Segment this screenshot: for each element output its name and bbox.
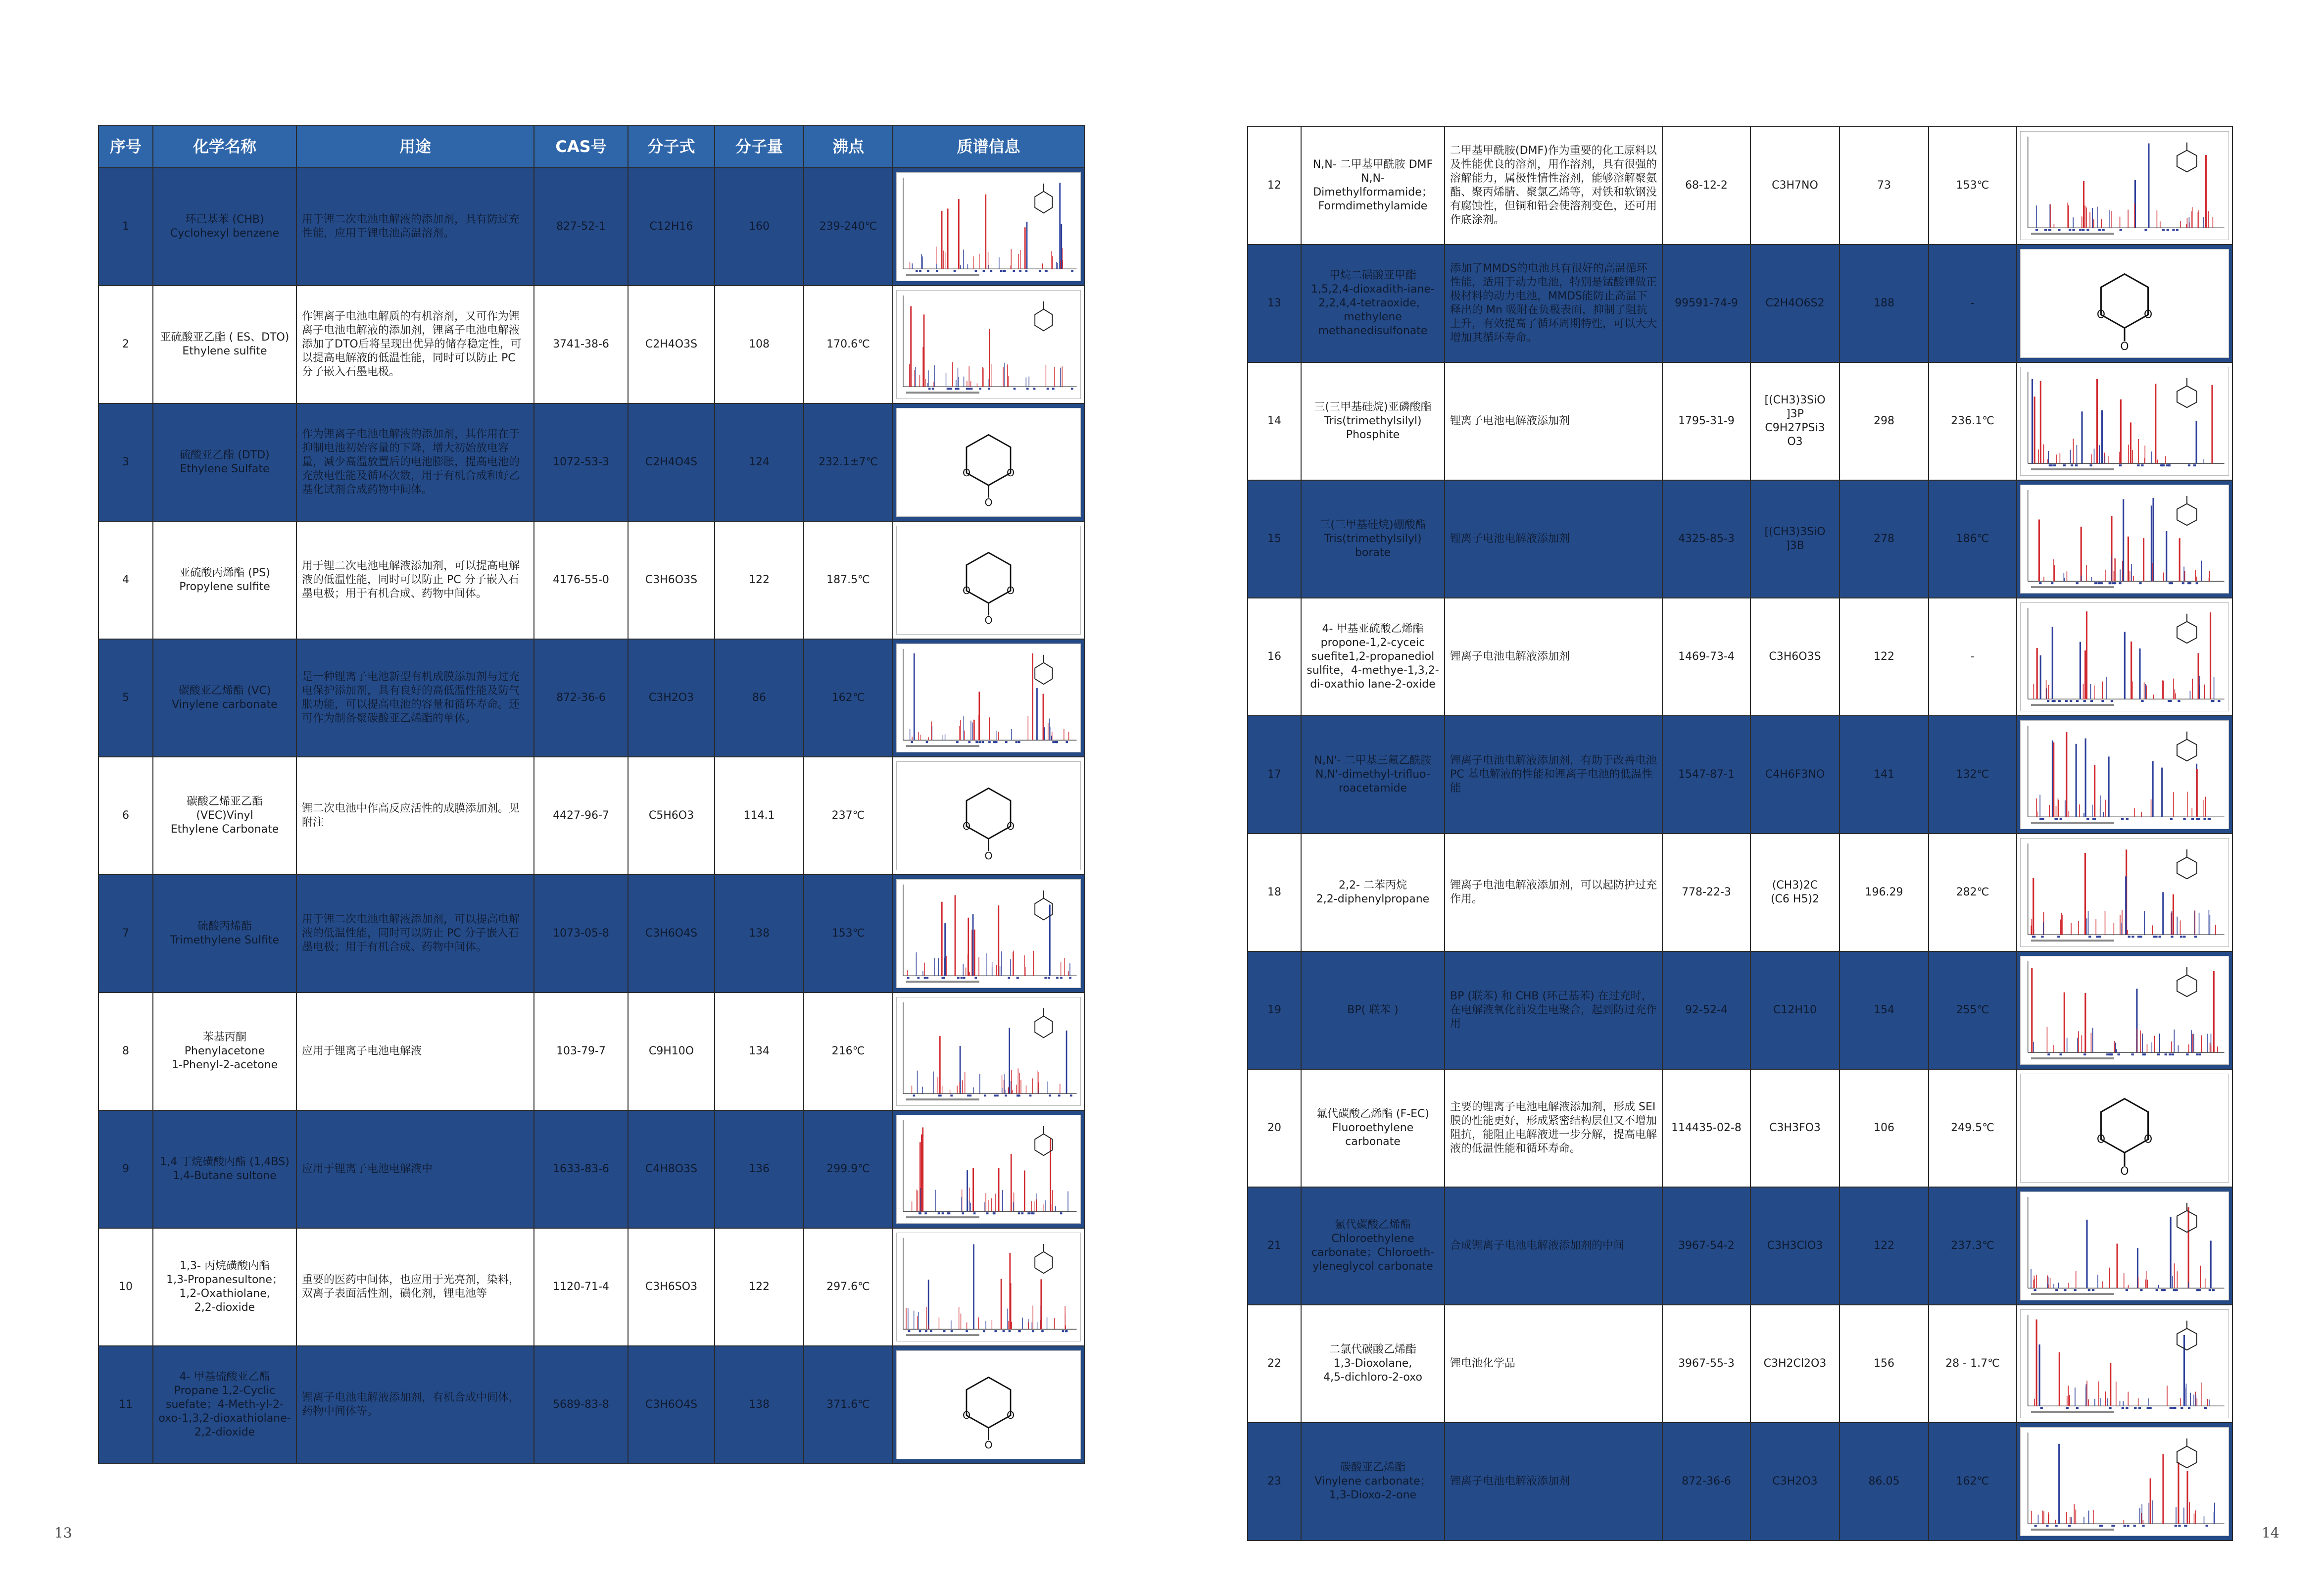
cell-bp: 28 - 1.7℃ xyxy=(1929,1305,2017,1423)
table-body-right xyxy=(1248,127,2232,1540)
cell-mass-spectrum xyxy=(893,403,1084,521)
cell-mass-spectrum xyxy=(893,521,1084,639)
cell-name: 苯基丙酮 Phenylacetone 1-Phenyl-2-acetone xyxy=(153,992,296,1110)
mass-spectrum-chart xyxy=(2020,956,2229,1065)
table-row xyxy=(1248,480,2232,598)
cell-formula: C4H8O3S xyxy=(628,1110,715,1228)
cell-use: 用于锂二次电池电解液添加剂，可以提高电解液的低温性能，同时可以防止 PC 分子嵌入石墨电极；用于有机合成、药物中间体。 xyxy=(296,521,534,639)
cell-no: 22 xyxy=(1248,1305,1301,1423)
cell-mass-spectrum xyxy=(2017,834,2232,951)
cell-formula: C3H6O4S xyxy=(628,875,715,992)
table-row xyxy=(1248,127,2232,245)
table-row xyxy=(1248,834,2232,951)
structure-diagram xyxy=(896,408,1081,517)
cell-formula: C12H16 xyxy=(628,168,715,286)
cell-name: 硫酸亚乙酯 (DTD) Ethylene Sulfate xyxy=(153,403,296,521)
cell-no: 13 xyxy=(1248,245,1301,362)
cell-mass-spectrum xyxy=(2017,1187,2232,1305)
cell-cas: 99591-74-9 xyxy=(1662,245,1750,362)
cell-formula: C3H3FO3 xyxy=(1750,1069,1840,1187)
cell-bp: 187.5℃ xyxy=(804,521,893,639)
cell-cas: 827-52-1 xyxy=(534,168,628,286)
cell-use: 锂电池化学品 xyxy=(1445,1305,1662,1423)
cell-cas: 3967-55-3 xyxy=(1662,1305,1750,1423)
cell-name: BP( 联苯 ) xyxy=(1301,951,1445,1069)
cell-cas: 1469-73-4 xyxy=(1662,598,1750,716)
cell-mass-spectrum xyxy=(2017,716,2232,834)
mass-spectrum-chart xyxy=(2020,720,2229,829)
svg-text:O: O xyxy=(984,614,993,627)
structure-diagram xyxy=(896,1350,1081,1459)
cell-use: 锂离子电池电解液添加剂 xyxy=(1445,1423,1662,1540)
cell-mass-spectrum xyxy=(2017,1423,2232,1540)
cell-name: 三(三甲基硅烷)亚磷酸酯 Tris(trimethylsilyl) Phosphite xyxy=(1301,362,1445,480)
cell-no: 1 xyxy=(98,168,153,286)
cell-use: 锂离子电池电解液添加剂 xyxy=(1445,480,1662,598)
product-table-right xyxy=(1247,126,2233,1541)
col-header-name: 化学名称 xyxy=(153,125,296,168)
cell-formula: [(CH3)3SiO ]3P C9H27PSi3 O3 xyxy=(1750,362,1840,480)
svg-text:O: O xyxy=(2096,308,2106,321)
cell-no: 11 xyxy=(98,1346,153,1464)
cell-name: 1,3- 丙烷磺酸内酯 1,3-Propanesultone； 1,2-Oxathiolane, 2,2-dioxide xyxy=(153,1228,296,1346)
cell-name: 硫酸丙烯酯 Trimethylene Sulfite xyxy=(153,875,296,992)
table-row xyxy=(1248,1069,2232,1187)
mass-spectrum-chart xyxy=(2020,131,2229,240)
mass-spectrum-chart xyxy=(2020,1427,2229,1536)
cell-mw: 122 xyxy=(1840,1187,1929,1305)
cell-bp: 299.9℃ xyxy=(804,1110,893,1228)
cell-name: 4- 甲基亚硫酸乙烯酯 propone-1,2-cyceic suefite1,2-propanediol sulfite，4-methye-1,3,2-di-oxathio lane-2-oxide xyxy=(1301,598,1445,716)
cell-use: 锂离子电池电解液添加剂，可以起防护过充作用。 xyxy=(1445,834,1662,951)
cell-mass-spectrum xyxy=(2017,480,2232,598)
mass-spectrum-chart xyxy=(896,1115,1081,1224)
col-header-formula: 分子式 xyxy=(628,125,715,168)
cell-formula: C3H2O3 xyxy=(628,639,715,757)
cell-mw: 86 xyxy=(715,639,804,757)
cell-no: 12 xyxy=(1248,127,1301,245)
cell-formula: C3H7NO xyxy=(1750,127,1840,245)
cell-name: 碳酸亚乙烯酯 (VC) Vinylene carbonate xyxy=(153,639,296,757)
cell-bp: 297.6℃ xyxy=(804,1228,893,1346)
cell-use: 重要的医药中间体，也应用于光亮剂，染料，双离子表面活性剂，磺化剂，锂电池等 xyxy=(296,1228,534,1346)
cell-name: 亚硫酸亚乙酯 ( ES、DTO) Ethylene sulfite xyxy=(153,286,296,403)
cell-mw: 124 xyxy=(715,403,804,521)
svg-text:O: O xyxy=(2143,308,2153,321)
table-row xyxy=(1248,716,2232,834)
cell-no: 23 xyxy=(1248,1423,1301,1540)
cell-cas: 1120-71-4 xyxy=(534,1228,628,1346)
col-header-ms: 质谱信息 xyxy=(893,125,1084,168)
cell-bp: 186℃ xyxy=(1929,480,2017,598)
cell-name: 碳酸亚乙烯酯 Vinylene carbonate； 1,3-Dioxo-2-one xyxy=(1301,1423,1445,1540)
cell-name: 4- 甲基硫酸亚乙酯 Propane 1,2-Cyclic suefate；4-Meth-yl-2-oxo-1,3,2-dioxathiolane-2,2-dioxide xyxy=(153,1346,296,1464)
cell-formula: C4H6F3NO xyxy=(1750,716,1840,834)
cell-bp: 236.1℃ xyxy=(1929,362,2017,480)
cell-bp: 216℃ xyxy=(804,992,893,1110)
cell-use: 合成锂离子电池电解液添加剂的中间 xyxy=(1445,1187,1662,1305)
mass-spectrum-chart xyxy=(896,1233,1081,1341)
cell-no: 15 xyxy=(1248,480,1301,598)
svg-text:O: O xyxy=(2096,1133,2106,1146)
cell-no: 18 xyxy=(1248,834,1301,951)
page-number-left: 13 xyxy=(54,1525,72,1541)
cell-mass-spectrum xyxy=(2017,127,2232,245)
cell-no: 10 xyxy=(98,1228,153,1346)
svg-text:O: O xyxy=(962,466,971,479)
cell-cas: 4176-55-0 xyxy=(534,521,628,639)
cell-name: 氯代碳酸乙烯酯 Chloroethylene carbonate；Chloroeth-yleneglycol carbonate xyxy=(1301,1187,1445,1305)
cell-cas: 872-36-6 xyxy=(1662,1423,1750,1540)
cell-mass-spectrum xyxy=(893,1346,1084,1464)
cell-no: 21 xyxy=(1248,1187,1301,1305)
cell-mass-spectrum xyxy=(893,875,1084,992)
table-row xyxy=(98,1346,1084,1464)
cell-bp: 239-240℃ xyxy=(804,168,893,286)
cell-mw: 114.1 xyxy=(715,757,804,875)
cell-cas: 4427-96-7 xyxy=(534,757,628,875)
cell-mw: 298 xyxy=(1840,362,1929,480)
page-number-right: 14 xyxy=(2262,1525,2279,1541)
cell-no: 3 xyxy=(98,403,153,521)
cell-cas: 1547-87-1 xyxy=(1662,716,1750,834)
cell-use: 用于锂二次电池电解液添加剂，可以提高电解液的低温性能，同时可以防止 PC 分子嵌入石墨电极；用于有机合成、药物中间体。 xyxy=(296,875,534,992)
cell-mw: 86.05 xyxy=(1840,1423,1929,1540)
table-row xyxy=(98,1110,1084,1228)
svg-text:O: O xyxy=(2120,341,2129,353)
cell-cas: 3967-54-2 xyxy=(1662,1187,1750,1305)
mass-spectrum-chart xyxy=(896,644,1081,752)
cell-cas: 1795-31-9 xyxy=(1662,362,1750,480)
table-row xyxy=(1248,1187,2232,1305)
cell-name: 2,2- 二苯丙烷 2,2-diphenylpropane xyxy=(1301,834,1445,951)
cell-bp: 153℃ xyxy=(804,875,893,992)
cell-no: 14 xyxy=(1248,362,1301,480)
cell-mw: 122 xyxy=(715,1228,804,1346)
table-row xyxy=(1248,1423,2232,1540)
cell-mass-spectrum xyxy=(893,168,1084,286)
mass-spectrum-chart xyxy=(896,290,1081,399)
cell-cas: 5689-83-8 xyxy=(534,1346,628,1464)
cell-no: 19 xyxy=(1248,951,1301,1069)
cell-bp: 162℃ xyxy=(1929,1423,2017,1540)
cell-mass-spectrum xyxy=(2017,1069,2232,1187)
cell-mw: 138 xyxy=(715,1346,804,1464)
col-header-bp: 沸点 xyxy=(804,125,893,168)
cell-no: 8 xyxy=(98,992,153,1110)
structure-diagram xyxy=(2020,249,2229,358)
structure-diagram xyxy=(896,526,1081,635)
mass-spectrum-chart xyxy=(2020,602,2229,711)
table-row xyxy=(98,168,1084,286)
cell-bp: 255℃ xyxy=(1929,951,2017,1069)
cell-no: 16 xyxy=(1248,598,1301,716)
table-header-row xyxy=(98,125,1084,168)
cell-bp: 249.5℃ xyxy=(1929,1069,2017,1187)
cell-formula: C3H2Cl2O3 xyxy=(1750,1305,1840,1423)
cell-use: 锂离子电池电解液添加剂 xyxy=(1445,598,1662,716)
cell-use: 应用于锂离子电池电解液中 xyxy=(296,1110,534,1228)
mass-spectrum-chart xyxy=(2020,838,2229,947)
cell-mass-spectrum xyxy=(2017,362,2232,480)
cell-bp: - xyxy=(1929,598,2017,716)
cell-formula: C5H6O3 xyxy=(628,757,715,875)
cell-mass-spectrum xyxy=(893,992,1084,1110)
cell-use: 是一种锂离子电池新型有机成膜添加剂与过充电保护添加剂，具有良好的高低温性能及防气胀功能，可以提高电池的容量和循环寿命。还可作为制备聚碳酸亚乙烯酯的单体。 xyxy=(296,639,534,757)
cell-name: 亚硫酸丙烯酯 (PS) Propylene sulfite xyxy=(153,521,296,639)
cell-bp: 237.3℃ xyxy=(1929,1187,2017,1305)
table-row xyxy=(98,875,1084,992)
svg-text:O: O xyxy=(1006,466,1015,479)
cell-mw: 108 xyxy=(715,286,804,403)
cell-cas: 1633-83-6 xyxy=(534,1110,628,1228)
cell-no: 7 xyxy=(98,875,153,992)
svg-text:O: O xyxy=(984,496,993,509)
cell-formula: C3H6O3S xyxy=(628,521,715,639)
cell-use: 锂离子电池电解液添加剂，有助于改善电池 PC 基电解液的性能和锂离子电池的低温性能 xyxy=(1445,716,1662,834)
cell-use: 锂离子电池电解液添加剂 xyxy=(1445,362,1662,480)
cell-formula: (CH3)2C (C6 H5)2 xyxy=(1750,834,1840,951)
cell-formula: C3H6O4S xyxy=(628,1346,715,1464)
col-header-use: 用途 xyxy=(296,125,534,168)
mass-spectrum-chart xyxy=(2020,367,2229,476)
table-row xyxy=(1248,951,2232,1069)
cell-formula: C3H2O3 xyxy=(1750,1423,1840,1540)
cell-mw: 106 xyxy=(1840,1069,1929,1187)
cell-formula: C9H10O xyxy=(628,992,715,1110)
cell-mass-spectrum xyxy=(893,639,1084,757)
svg-text:O: O xyxy=(984,1439,993,1451)
table-row xyxy=(98,1228,1084,1346)
cell-no: 20 xyxy=(1248,1069,1301,1187)
cell-use: 添加了MMDS的电池具有很好的高温循环性能，适用于动力电池，特别是锰酸锂做正极材料的动力电池，MMDS能防止高温下释出的 Mn 吸附在负极表面，抑制了阻抗上升，有效提高了循环周期特性，可以大大增加其循环寿命。 xyxy=(1445,245,1662,362)
cell-mw: 154 xyxy=(1840,951,1929,1069)
cell-cas: 778-22-3 xyxy=(1662,834,1750,951)
table-row xyxy=(1248,1305,2232,1423)
cell-formula: C2H4O6S2 xyxy=(1750,245,1840,362)
cell-bp: - xyxy=(1929,245,2017,362)
col-header-no: 序号 xyxy=(98,125,153,168)
cell-mass-spectrum xyxy=(2017,598,2232,716)
cell-mw: 156 xyxy=(1840,1305,1929,1423)
cell-name: N,N'- 二甲基三氟乙酰胺 N,N'-dimethyl-trifluo-roacetamide xyxy=(1301,716,1445,834)
cell-bp: 371.6℃ xyxy=(804,1346,893,1464)
cell-use: 锂离子电池电解液添加剂，有机合成中间体，药物中间体等。 xyxy=(296,1346,534,1464)
cell-name: 氟代碳酸乙烯酯 (F-EC) Fluoroethylene carbonate xyxy=(1301,1069,1445,1187)
cell-formula: C3H6O3S xyxy=(1750,598,1840,716)
cell-bp: 153℃ xyxy=(1929,127,2017,245)
table-row xyxy=(1248,245,2232,362)
table-row xyxy=(98,403,1084,521)
cell-mass-spectrum xyxy=(893,1110,1084,1228)
cell-use: 应用于锂离子电池电解液 xyxy=(296,992,534,1110)
structure-diagram xyxy=(896,761,1081,870)
svg-text:O: O xyxy=(2120,1165,2129,1178)
cell-cas: 68-12-2 xyxy=(1662,127,1750,245)
cell-formula: C3H6SO3 xyxy=(628,1228,715,1346)
svg-text:O: O xyxy=(2143,1133,2153,1146)
svg-text:O: O xyxy=(1006,1409,1015,1421)
table-row xyxy=(98,521,1084,639)
svg-text:O: O xyxy=(962,1409,971,1421)
cell-formula: C3H3ClO3 xyxy=(1750,1187,1840,1305)
mass-spectrum-chart xyxy=(2020,1309,2229,1418)
cell-formula: [(CH3)3SiO ]3B xyxy=(1750,480,1840,598)
cell-mass-spectrum xyxy=(893,757,1084,875)
cell-cas: 3741-38-6 xyxy=(534,286,628,403)
cell-name: 甲烷二磺酸亚甲酯 1,5,2,4-dioxadith-iane-2,2,4,4-tetraoxide，methylene methanedisulfonate xyxy=(1301,245,1445,362)
cell-mw: 122 xyxy=(1840,598,1929,716)
cell-mw: 160 xyxy=(715,168,804,286)
cell-formula: C2H4O3S xyxy=(628,286,715,403)
table-body-left xyxy=(98,168,1084,1464)
cell-bp: 282℃ xyxy=(1929,834,2017,951)
cell-name: 碳酸乙烯亚乙酯 (VEC)Vinyl Ethylene Carbonate xyxy=(153,757,296,875)
cell-mw: 188 xyxy=(1840,245,1929,362)
cell-mw: 73 xyxy=(1840,127,1929,245)
mass-spectrum-chart xyxy=(896,997,1081,1106)
table-row xyxy=(98,992,1084,1110)
cell-mw: 278 xyxy=(1840,480,1929,598)
structure-diagram xyxy=(2020,1074,2229,1183)
cell-bp: 237℃ xyxy=(804,757,893,875)
svg-text:O: O xyxy=(1006,820,1015,832)
cell-use: 作为锂离子电池电解液的添加剂，其作用在于抑制电池初始容量的下降，增大初始放电容量，减少高温放置后的电池膨胀，提高电池的充放电性能及循环次数，用于有机合成和好乙基化试剂合成药物中间体。 xyxy=(296,403,534,521)
svg-text:O: O xyxy=(962,820,971,832)
cell-no: 6 xyxy=(98,757,153,875)
cell-use: 二甲基甲酰胺(DMF)作为重要的化工原料以及性能优良的溶剂，用作溶剂，具有很强的溶解能力，属极性情性溶剂，能够溶解聚氨酯、聚丙烯腈、聚氯乙烯等，对铁和软钢没有腐蚀性，但铜和铅会使溶剂变色，还可用作底涂剂。 xyxy=(1445,127,1662,245)
col-header-mw: 分子量 xyxy=(715,125,804,168)
cell-cas: 92-52-4 xyxy=(1662,951,1750,1069)
cell-cas: 1073-05-8 xyxy=(534,875,628,992)
cell-mass-spectrum xyxy=(893,1228,1084,1346)
cell-name: 二氯代碳酸乙烯酯 1,3-Dioxolane, 4,5-dichloro-2-oxo xyxy=(1301,1305,1445,1423)
svg-text:O: O xyxy=(1006,584,1015,596)
svg-text:O: O xyxy=(962,584,971,596)
product-table-left xyxy=(98,125,1085,1464)
cell-mass-spectrum xyxy=(2017,245,2232,362)
cell-use: 作锂离子电池电解质的有机溶剂，又可作为锂离子电池电解液的添加剂，锂离子电池电解液添加了DTO后将呈现出优异的储存稳定性，可以提高电解液的低温性能，同时可以防止 PC 分子嵌入石墨电极。 xyxy=(296,286,534,403)
svg-text:O: O xyxy=(984,850,993,862)
cell-cas: 114435-02-8 xyxy=(1662,1069,1750,1187)
cell-no: 2 xyxy=(98,286,153,403)
mass-spectrum-chart xyxy=(896,879,1081,988)
cell-name: 1,4 丁烷磺酸内酯 (1,4BS) 1,4-Butane sultone xyxy=(153,1110,296,1228)
cell-cas: 103-79-7 xyxy=(534,992,628,1110)
cell-mw: 141 xyxy=(1840,716,1929,834)
cell-cas: 1072-53-3 xyxy=(534,403,628,521)
cell-no: 5 xyxy=(98,639,153,757)
cell-cas: 4325-85-3 xyxy=(1662,480,1750,598)
cell-mw: 138 xyxy=(715,875,804,992)
table-row xyxy=(1248,598,2232,716)
cell-bp: 162℃ xyxy=(804,639,893,757)
table-row xyxy=(98,757,1084,875)
cell-bp: 132℃ xyxy=(1929,716,2017,834)
cell-mw: 196.29 xyxy=(1840,834,1929,951)
cell-no: 17 xyxy=(1248,716,1301,834)
cell-bp: 170.6℃ xyxy=(804,286,893,403)
cell-mw: 134 xyxy=(715,992,804,1110)
cell-formula: C2H4O4S xyxy=(628,403,715,521)
cell-use: 用于锂二次电池电解液的添加剂，具有防过充性能，应用于锂电池高温溶剂。 xyxy=(296,168,534,286)
cell-name: N,N- 二甲基甲酰胺 DMF N,N-Dimethylformamide； Formdimethylamide xyxy=(1301,127,1445,245)
cell-mass-spectrum xyxy=(2017,951,2232,1069)
cell-mass-spectrum xyxy=(893,286,1084,403)
cell-bp: 232.1±7℃ xyxy=(804,403,893,521)
cell-formula: C12H10 xyxy=(1750,951,1840,1069)
cell-mw: 136 xyxy=(715,1110,804,1228)
cell-use: BP (联苯) 和 CHB (环己基苯) 在过充时，在电解液氧化前发生电聚合，起到防过充作用 xyxy=(1445,951,1662,1069)
cell-cas: 872-36-6 xyxy=(534,639,628,757)
table-row xyxy=(98,639,1084,757)
mass-spectrum-chart xyxy=(896,172,1081,281)
cell-mw: 122 xyxy=(715,521,804,639)
cell-use: 锂二次电池中作高反应活性的成膜添加剂。见附注 xyxy=(296,757,534,875)
cell-name: 环己基苯 (CHB) Cyclohexyl benzene xyxy=(153,168,296,286)
cell-no: 9 xyxy=(98,1110,153,1228)
cell-use: 主要的锂离子电池电解液添加剂，形成 SEI 膜的性能更好，形成紧密结构层但又不增加阻抗，能阻止电解液进一步分解，提高电解液的低温性能和循环寿命。 xyxy=(1445,1069,1662,1187)
table-row xyxy=(98,286,1084,403)
cell-no: 4 xyxy=(98,521,153,639)
table-row xyxy=(1248,362,2232,480)
cell-mass-spectrum xyxy=(2017,1305,2232,1423)
mass-spectrum-chart xyxy=(2020,1191,2229,1300)
mass-spectrum-chart xyxy=(2020,485,2229,594)
col-header-cas: CAS号 xyxy=(534,125,628,168)
cell-name: 三(三甲基硅烷)硼酸酯 Tris(trimethylsilyl) borate xyxy=(1301,480,1445,598)
